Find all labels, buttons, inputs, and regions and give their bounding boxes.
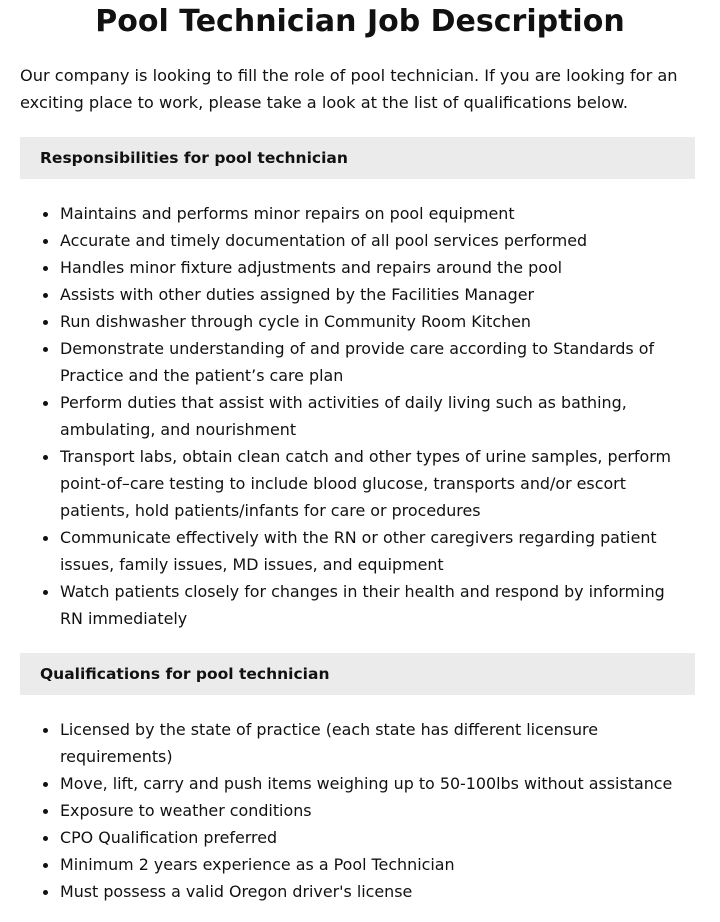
bullet-icon <box>43 293 48 298</box>
list-item: Must possess a valid Oregon driver's license <box>60 878 690 905</box>
list-item: Communicate effectively with the RN or other caregivers regarding patient issues, family issues, MD issues, and equipment <box>60 524 690 578</box>
page-title: Pool Technician Job Description <box>95 4 625 39</box>
list-item: Run dishwasher through cycle in Community Room Kitchen <box>60 308 690 335</box>
list-item: Transport labs, obtain clean catch and other types of urine samples, perform point-of–care testing to include blood glucose, transports and/or escort patients, hold patients/infants for care or procedures <box>60 443 690 524</box>
list-item: Watch patients closely for changes in their health and respond by informing RN immediately <box>60 578 690 632</box>
bullet-icon <box>43 212 48 217</box>
bullet-icon <box>43 809 48 814</box>
bullet-icon <box>43 836 48 841</box>
bullet-icon <box>43 728 48 733</box>
list-item: Demonstrate understanding of and provide care according to Standards of Practice and the patient’s care plan <box>60 335 690 389</box>
list-item: Perform duties that assist with activities of daily living such as bathing, ambulating, and nourishment <box>60 389 690 443</box>
intro-paragraph: Our company is looking to fill the role of pool technician. If you are looking for an exciting place to work, please take a look at the list of qualifications below. <box>20 66 678 112</box>
list-item: Assists with other duties assigned by the Facilities Manager <box>60 281 690 308</box>
qualifications-list <box>0 716 720 905</box>
bullet-icon <box>43 863 48 868</box>
list-item: Exposure to weather conditions <box>60 797 690 824</box>
bullet-icon <box>43 455 48 460</box>
list-item: Licensed by the state of practice (each state has different licensure requirements) <box>60 716 690 770</box>
list-item: Minimum 2 years experience as a Pool Technician <box>60 851 690 878</box>
responsibilities-list <box>0 200 720 632</box>
bullet-icon <box>43 590 48 595</box>
qualifications-heading: Qualifications for pool technician <box>20 653 695 695</box>
list-item: Accurate and timely documentation of all pool services performed <box>60 227 690 254</box>
bullet-icon <box>43 266 48 271</box>
bullet-icon <box>43 401 48 406</box>
responsibilities-heading: Responsibilities for pool technician <box>20 137 695 179</box>
bullet-icon <box>43 320 48 325</box>
list-item: Handles minor fixture adjustments and repairs around the pool <box>60 254 690 281</box>
bullet-icon <box>43 536 48 541</box>
list-item: CPO Qualification preferred <box>60 824 690 851</box>
bullet-icon <box>43 782 48 787</box>
list-item: Maintains and performs minor repairs on pool equipment <box>60 200 690 227</box>
list-item: Move, lift, carry and push items weighing up to 50-100lbs without assistance <box>60 770 690 797</box>
bullet-icon <box>43 890 48 895</box>
bullet-icon <box>43 347 48 352</box>
bullet-icon <box>43 239 48 244</box>
